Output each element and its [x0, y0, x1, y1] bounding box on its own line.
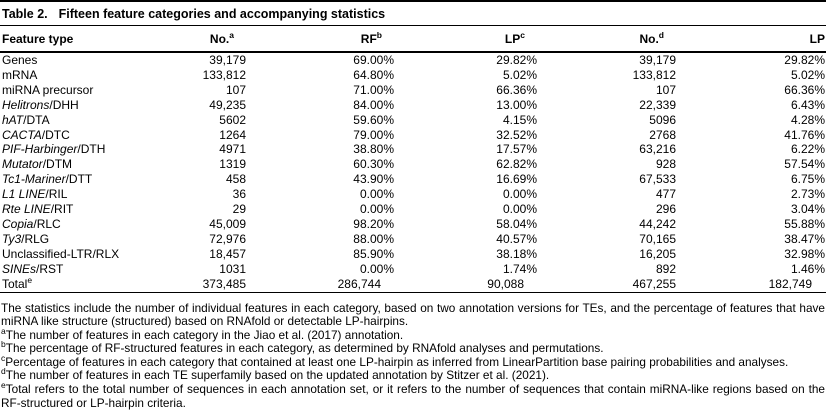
lp-c-cell: 66.36%	[496, 82, 537, 97]
feature-name-rest: Genes	[2, 53, 38, 67]
feature-type-cell	[0, 202, 160, 217]
header-superscript: b	[376, 30, 382, 40]
feature-name-rest: miRNA precursor	[2, 82, 94, 97]
footnote-text: The number of features in each TE superfamily based on the updated annotation by Stitzer et al. (2021).	[5, 368, 550, 383]
lp-cell: 29.82%	[784, 53, 825, 67]
feature-type-cell	[0, 98, 160, 113]
table-row	[0, 202, 826, 217]
footnote-text: The percentage of RF-structured features in each category, as determined by RNAfold analyses and permutations.	[5, 341, 604, 356]
table-row	[0, 68, 826, 83]
feature-name-rest: /RST	[36, 261, 64, 276]
feature-name-italic: CACTA	[2, 127, 42, 142]
lp-c-cell: 0.00%	[502, 187, 537, 202]
feature-type-cell	[0, 113, 160, 128]
no-d-cell: 2768	[649, 127, 676, 142]
footnote-text: The number of features in each category in the Jiao et al. (2017) annotation.	[5, 327, 404, 342]
feature-name-rest: /RIL	[45, 187, 68, 202]
no-d-cell: 107	[655, 82, 676, 97]
feature-type-cell	[0, 68, 160, 83]
footnote-marker: b	[1, 339, 6, 350]
lp-c-cell: 62.82%	[496, 157, 537, 172]
lp-c-cell: 16.69%	[496, 172, 537, 187]
total-no-a-cell: 373,485	[202, 276, 246, 291]
column-header-feature-type: Feature type	[0, 26, 160, 52]
lp-c-cell: 4.15%	[502, 112, 537, 127]
lp-c-cell: 5.02%	[502, 67, 537, 82]
lp-cell: 6.75%	[790, 172, 825, 187]
lp-cell: 32.98%	[784, 246, 825, 261]
no-d-cell: 39,179	[639, 53, 676, 67]
lp-cell: 1.46%	[790, 261, 825, 276]
feature-type-cell	[0, 83, 160, 98]
lp-c-cell: 13.00%	[496, 97, 537, 112]
table-title: Fifteen feature categories and accompanying statistics	[58, 7, 386, 21]
table-header	[0, 26, 826, 52]
lp-cell: 5.02%	[790, 67, 825, 82]
no-a-cell: 133,812	[202, 67, 246, 82]
footnote-intro: The statistics include the number of individual features in each category, based on two annotation versions for TEs, and the percentage of features that have miRNA like structure (structured) based on RNAfold or detectable LP-hairpins.	[1, 300, 825, 329]
table-row	[0, 247, 826, 262]
footnote-text: Percentage of features in each category that contained at least one LP-hairpin as inferred from LinearPartition base pairing probabilities and analyses.	[5, 354, 789, 369]
no-a-cell: 45,009	[209, 216, 246, 231]
rf-cell: 85.90%	[353, 246, 394, 261]
rf-cell: 98.20%	[353, 216, 394, 231]
column-header-lp-c: $LP^c$	[395, 26, 538, 52]
table-row	[0, 83, 826, 98]
lp-cell: 2.73%	[790, 187, 825, 202]
no-a-cell: 1264	[219, 127, 246, 142]
feature-type-cell	[0, 247, 160, 262]
table-total-row	[0, 277, 826, 292]
feature-name-italic: SINEs	[2, 261, 37, 276]
table-row	[0, 113, 826, 128]
header-superscript: d	[658, 30, 664, 40]
lp-cell: 4.28%	[790, 112, 825, 127]
rf-cell: 84.00%	[353, 97, 394, 112]
total-lp-cell: 182,749	[768, 276, 812, 291]
footnotes	[0, 302, 826, 411]
feature-type-cell	[0, 142, 160, 157]
feature-type-cell	[0, 262, 160, 277]
feature-name-rest: /DTH	[77, 142, 106, 157]
column-header-rf-b: $RF^b$	[247, 26, 395, 52]
rf-cell: 88.00%	[353, 231, 394, 246]
no-a-cell: 1319	[219, 157, 246, 172]
column-header-lp: LP	[677, 26, 826, 52]
table-row	[0, 172, 826, 187]
rf-cell: 60.30%	[353, 157, 394, 172]
column-header-no-d: No.$^d$	[538, 26, 677, 52]
feature-name-rest: /DTA	[23, 112, 50, 127]
table-row	[0, 187, 826, 202]
no-a-cell: 458	[225, 172, 246, 187]
no-d-cell: 70,165	[639, 231, 676, 246]
table-row	[0, 232, 826, 247]
lp-cell: 66.36%	[784, 82, 825, 97]
table-row	[0, 217, 826, 232]
lp-c-cell: 58.04%	[496, 216, 537, 231]
table-row	[0, 128, 826, 143]
footnote-b	[1, 339, 825, 356]
table-body	[0, 52, 826, 277]
no-d-cell: 5096	[649, 112, 676, 127]
feature-name-rest: /RLC	[33, 216, 61, 231]
no-d-cell: 928	[655, 157, 676, 172]
rf-cell: 69.00%	[353, 53, 394, 67]
feature-name-rest: /RLG	[21, 231, 50, 246]
feature-name-italic: Helitrons	[2, 97, 50, 112]
feature-name-rest: /DHH	[49, 97, 79, 112]
table-row	[0, 98, 826, 113]
feature-name-italic: Rte LINE	[2, 202, 51, 217]
feature-type-cell	[0, 157, 160, 172]
lp-cell: 38.47%	[784, 231, 825, 246]
no-a-cell: 29	[232, 202, 246, 217]
statistics-table	[0, 26, 826, 292]
feature-name-italic: Tc1-Mariner	[2, 172, 66, 187]
no-d-cell: 67,533	[639, 172, 676, 187]
table-row	[0, 262, 826, 277]
lp-cell: 57.54%	[784, 157, 825, 172]
feature-name-italic: PIF-Harbinger	[2, 142, 78, 157]
footnote-marker: d	[1, 366, 6, 377]
no-d-cell: 892	[655, 261, 676, 276]
rf-cell: 71.00%	[353, 82, 394, 97]
lp-c-cell: 32.52%	[496, 127, 537, 142]
lp-c-cell: 40.57%	[496, 231, 537, 246]
lp-cell: 55.88%	[784, 216, 825, 231]
feature-type-cell	[0, 128, 160, 143]
table-row	[0, 142, 826, 157]
lp-c-cell: 38.18%	[496, 246, 537, 261]
rf-cell: 0.00%	[359, 202, 394, 217]
no-a-cell: 39,179	[209, 53, 246, 67]
no-d-cell: 477	[655, 187, 676, 202]
total-lp-c-cell: 90,088	[487, 276, 524, 291]
rf-cell: 38.80%	[353, 142, 394, 157]
table-caption	[0, 2, 826, 25]
no-a-cell: 1031	[219, 261, 246, 276]
table-row	[0, 157, 826, 172]
bottom-rule	[0, 292, 826, 293]
table-number: Table 2.	[2, 7, 48, 21]
no-a-cell: 18,457	[209, 246, 246, 261]
table-footer	[0, 274, 826, 292]
feature-type-cell	[0, 217, 160, 232]
no-a-cell: 5602	[219, 112, 246, 127]
rf-cell: 0.00%	[359, 261, 394, 276]
no-d-cell: 296	[655, 202, 676, 217]
feature-name-rest: /RIT	[50, 202, 74, 217]
feature-name-rest: /DTT	[65, 172, 93, 187]
lp-c-cell: 1.74%	[502, 261, 537, 276]
footnote-e	[1, 380, 825, 410]
feature-name-italic: Mutator	[2, 157, 43, 172]
feature-name-italic: Ty3	[2, 231, 22, 246]
total-label-cell: Total$^e$	[2, 274, 33, 291]
no-d-cell: 44,242	[639, 216, 676, 231]
no-a-cell: 49,235	[209, 97, 246, 112]
header-superscript: c	[520, 30, 525, 40]
lp-c-cell: 0.00%	[502, 202, 537, 217]
lp-c-cell: 17.57%	[496, 142, 537, 157]
rf-cell: 79.00%	[353, 127, 394, 142]
lp-c-cell: 29.82%	[496, 53, 537, 67]
feature-name-italic: Copia	[2, 216, 34, 231]
feature-name-italic: hAT	[2, 112, 24, 127]
total-no-d-cell: 467,255	[632, 276, 676, 291]
feature-name-italic: L1 LINE	[2, 187, 46, 202]
rf-cell: 0.00%	[359, 187, 394, 202]
lp-cell: 6.43%	[790, 97, 825, 112]
footnote-marker: c	[1, 352, 6, 363]
footnote-text: Total refers to the total number of sequences in each annotation set, or it refers to the number of sequences that contain miRNA-like regions based on the RF-structured or LP-hairpin criteria.	[1, 382, 825, 410]
lp-cell: 41.76%	[784, 127, 825, 142]
no-a-cell: 4971	[219, 142, 246, 157]
column-header-no-a: No.$^a$	[160, 26, 247, 52]
feature-type-cell	[0, 232, 160, 247]
no-d-cell: 133,812	[632, 67, 676, 82]
lp-cell: 6.22%	[790, 142, 825, 157]
feature-name-rest: /DTC	[41, 127, 70, 142]
feature-type-cell	[0, 172, 160, 187]
feature-name-rest: /DTM	[42, 157, 73, 172]
no-d-cell: 22,339	[639, 97, 676, 112]
rf-cell: 59.60%	[353, 112, 394, 127]
feature-name-rest: Unclassified-LTR/RLX	[2, 246, 120, 261]
no-d-cell: 63,216	[639, 142, 676, 157]
footnote-marker: e	[1, 380, 6, 391]
feature-name-rest: mRNA	[2, 67, 38, 82]
no-a-cell: 72,976	[209, 231, 246, 246]
rf-cell: 43.90%	[353, 172, 394, 187]
header-superscript: a	[229, 30, 234, 40]
footnote-marker: a	[1, 325, 6, 336]
header-row	[0, 26, 826, 52]
no-a-cell: 107	[225, 82, 246, 97]
total-rf-cell: 286,744	[337, 276, 381, 291]
feature-type-cell	[0, 187, 160, 202]
no-a-cell: 36	[232, 187, 246, 202]
table-row	[0, 52, 826, 68]
lp-cell: 3.04%	[790, 202, 825, 217]
feature-type-cell	[0, 52, 160, 68]
total-superscript: e	[27, 274, 33, 285]
no-d-cell: 16,205	[639, 246, 676, 261]
rf-cell: 64.80%	[353, 67, 394, 82]
